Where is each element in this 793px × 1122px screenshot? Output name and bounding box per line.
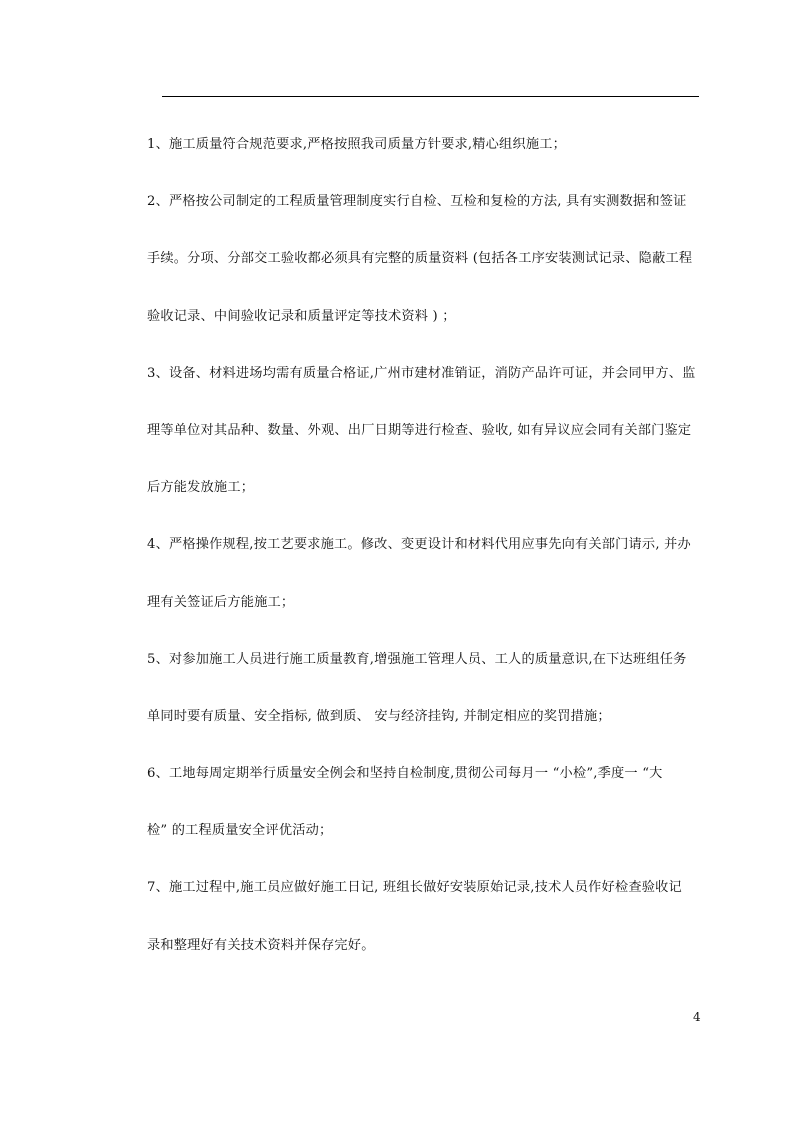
text-line: 手续。分项、分部交工验收都必须具有完整的质量资料 (包括各工序安装测试记录、隐蔽工程 — [147, 251, 693, 267]
text-line: 7、施工过程中,施工员应做好施工日记, 班组长做好安装原始记录,技术人员作好检查验收记 — [147, 880, 682, 896]
text-line: 4、严格操作规程,按工艺要求施工。修改、变更设计和材料代用应事先向有关部门请示, 并办 — [147, 537, 691, 553]
text-line: 后方能发放施工； — [147, 480, 255, 496]
text-line: 录和整理好有关技术资料并保存完好。 — [147, 937, 375, 953]
text-line: 3、设备、材料进场均需有质量合格证,广州市建材准销证，消防产品许可证，并会同甲方、监 — [147, 365, 696, 381]
text-line: 单同时要有质量、安全指标, 做到质、 安与经济挂钩, 并制定相应的奖罚措施； — [147, 708, 611, 724]
text-line: 1、施工质量符合规范要求,严格按照我司质量方针要求,精心组织施工； — [147, 137, 566, 152]
header-rule — [162, 96, 699, 97]
page-number: 4 — [693, 1010, 701, 1024]
text-line: 5、对参加施工人员进行施工质量教育,增强施工管理人员、工人的质量意识,在下达班组任务 — [147, 651, 687, 667]
text-line: 检” 的工程质量安全评优活动； — [147, 823, 333, 839]
text-line: 理等单位对其品种、数量、外观、出厂日期等进行检查、验收, 如有异议应会同有关部门鉴定 — [147, 422, 692, 438]
text-line: 验收记录、中间验收记录和质量评定等技术资料 ) ； — [147, 308, 456, 324]
text-line: 理有关签证后方能施工； — [147, 594, 295, 610]
text-line: 6、工地每周定期举行质量安全例会和坚持自检制度,贯彻公司每月一 “小检”,季度一 “大 — [147, 766, 663, 782]
body-text — [147, 128, 717, 986]
text-line: 2、严格按公司制定的工程质量管理制度实行自检、互检和复检的方法, 具有实测数据和签证 — [147, 194, 687, 210]
